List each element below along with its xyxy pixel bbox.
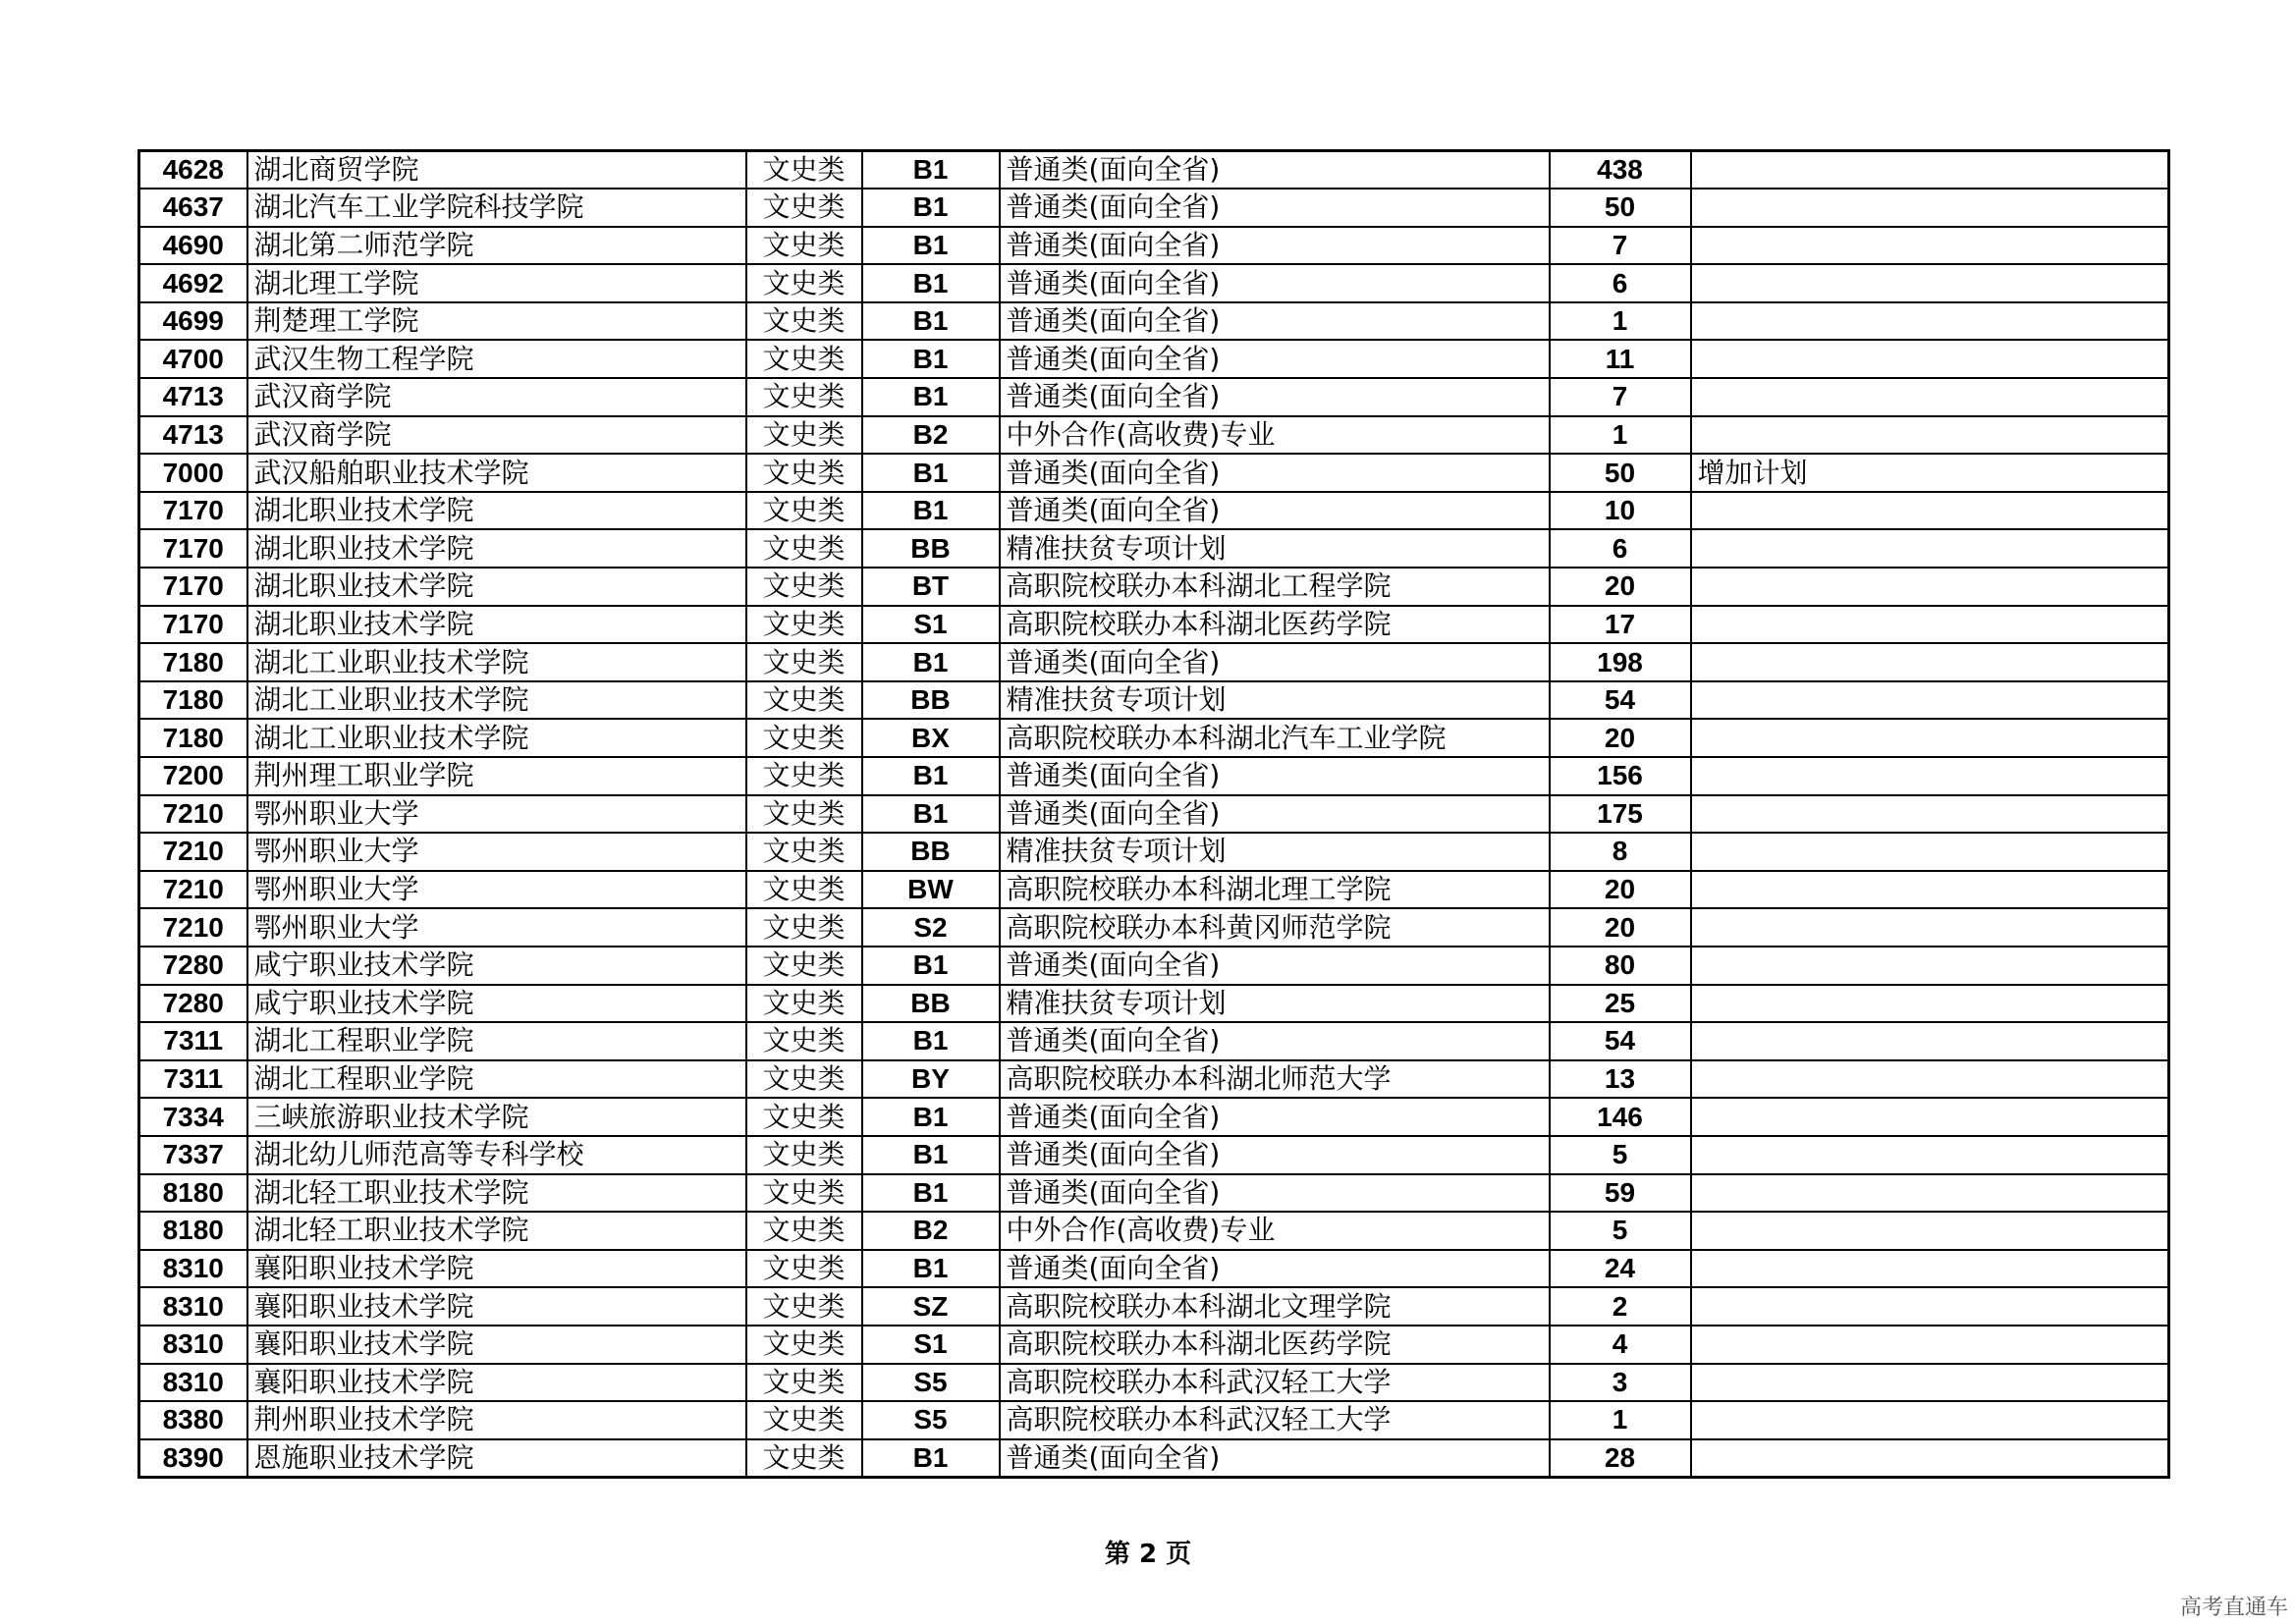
plan-type-cell: 普通类(面向全省) xyxy=(1000,151,1550,189)
batch-code-cell: B1 xyxy=(862,492,1000,530)
note-cell xyxy=(1691,757,2169,795)
school-name-cell: 襄阳职业技术学院 xyxy=(247,1326,746,1364)
school-code-cell: 7180 xyxy=(139,643,247,681)
plan-type-cell: 普通类(面向全省) xyxy=(1000,1022,1550,1060)
school-name-cell: 湖北商贸学院 xyxy=(247,151,746,189)
plan-type-cell: 高职院校联办本科黄冈师范学院 xyxy=(1000,908,1550,947)
plan-type-cell: 普通类(面向全省) xyxy=(1000,757,1550,795)
table-row xyxy=(139,606,2169,644)
plan-count-cell: 54 xyxy=(1550,1022,1691,1060)
batch-code-cell: S5 xyxy=(862,1364,1000,1402)
school-code-cell: 8310 xyxy=(139,1287,247,1326)
batch-code-cell: B1 xyxy=(862,643,1000,681)
batch-code-cell: B1 xyxy=(862,340,1000,378)
plan-count-cell: 6 xyxy=(1550,529,1691,568)
school-code-cell: 7200 xyxy=(139,757,247,795)
school-code-cell: 7210 xyxy=(139,833,247,871)
plan-count-cell: 2 xyxy=(1550,1287,1691,1326)
batch-code-cell: B1 xyxy=(862,757,1000,795)
batch-code-cell: BB xyxy=(862,985,1000,1023)
school-name-cell: 荆楚理工学院 xyxy=(247,302,746,341)
school-name-cell: 湖北工业职业技术学院 xyxy=(247,643,746,681)
subject-cell: 文史类 xyxy=(746,1060,862,1099)
subject-cell: 文史类 xyxy=(746,227,862,265)
table-row xyxy=(139,985,2169,1023)
table-row xyxy=(139,568,2169,606)
note-cell xyxy=(1691,264,2169,302)
watermark-text: 高考直通车 xyxy=(2179,1596,2288,1620)
note-cell xyxy=(1691,985,2169,1023)
plan-type-cell: 普通类(面向全省) xyxy=(1000,643,1550,681)
school-code-cell: 8380 xyxy=(139,1401,247,1439)
note-cell xyxy=(1691,492,2169,530)
subject-cell: 文史类 xyxy=(746,795,862,834)
table-row xyxy=(139,795,2169,834)
plan-type-cell: 普通类(面向全省) xyxy=(1000,492,1550,530)
school-code-cell: 8180 xyxy=(139,1174,247,1213)
subject-cell: 文史类 xyxy=(746,643,862,681)
school-name-cell: 湖北工程职业学院 xyxy=(247,1060,746,1099)
plan-count-cell: 1 xyxy=(1550,1401,1691,1439)
note-cell xyxy=(1691,378,2169,416)
plan-count-cell: 50 xyxy=(1550,454,1691,492)
note-cell xyxy=(1691,795,2169,834)
plan-count-cell: 1 xyxy=(1550,302,1691,341)
note-cell xyxy=(1691,833,2169,871)
note-cell xyxy=(1691,189,2169,227)
plan-table-body xyxy=(139,151,2169,1478)
subject-cell: 文史类 xyxy=(746,1136,862,1174)
note-cell xyxy=(1691,1250,2169,1288)
plan-type-cell: 高职院校联办本科湖北理工学院 xyxy=(1000,871,1550,909)
school-code-cell: 4699 xyxy=(139,302,247,341)
subject-cell: 文史类 xyxy=(746,757,862,795)
note-cell xyxy=(1691,529,2169,568)
plan-count-cell: 6 xyxy=(1550,264,1691,302)
plan-type-cell: 普通类(面向全省) xyxy=(1000,947,1550,985)
school-name-cell: 湖北工业职业技术学院 xyxy=(247,719,746,757)
school-code-cell: 7170 xyxy=(139,606,247,644)
plan-type-cell: 普通类(面向全省) xyxy=(1000,302,1550,341)
plan-type-cell: 高职院校联办本科湖北医药学院 xyxy=(1000,606,1550,644)
school-code-cell: 7210 xyxy=(139,871,247,909)
subject-cell: 文史类 xyxy=(746,378,862,416)
school-name-cell: 武汉生物工程学院 xyxy=(247,340,746,378)
school-name-cell: 武汉商学院 xyxy=(247,416,746,455)
plan-count-cell: 20 xyxy=(1550,871,1691,909)
plan-type-cell: 高职院校联办本科湖北汽车工业学院 xyxy=(1000,719,1550,757)
school-name-cell: 湖北工业职业技术学院 xyxy=(247,681,746,720)
batch-code-cell: B1 xyxy=(862,189,1000,227)
school-name-cell: 武汉船舶职业技术学院 xyxy=(247,454,746,492)
note-cell xyxy=(1691,908,2169,947)
plan-type-cell: 普通类(面向全省) xyxy=(1000,1174,1550,1213)
plan-count-cell: 54 xyxy=(1550,681,1691,720)
table-row xyxy=(139,1174,2169,1213)
table-row xyxy=(139,1060,2169,1099)
plan-type-cell: 普通类(面向全省) xyxy=(1000,264,1550,302)
batch-code-cell: BT xyxy=(862,568,1000,606)
school-name-cell: 襄阳职业技术学院 xyxy=(247,1364,746,1402)
subject-cell: 文史类 xyxy=(746,302,862,341)
batch-code-cell: BB xyxy=(862,833,1000,871)
plan-count-cell: 4 xyxy=(1550,1326,1691,1364)
subject-cell: 文史类 xyxy=(746,416,862,455)
note-cell xyxy=(1691,681,2169,720)
subject-cell: 文史类 xyxy=(746,1174,862,1213)
note-cell xyxy=(1691,1098,2169,1136)
note-cell xyxy=(1691,1401,2169,1439)
school-code-cell: 4628 xyxy=(139,151,247,189)
table-row xyxy=(139,416,2169,455)
subject-cell: 文史类 xyxy=(746,264,862,302)
table-row xyxy=(139,340,2169,378)
note-cell xyxy=(1691,947,2169,985)
subject-cell: 文史类 xyxy=(746,151,862,189)
school-name-cell: 恩施职业技术学院 xyxy=(247,1439,746,1478)
school-name-cell: 咸宁职业技术学院 xyxy=(247,947,746,985)
table-row xyxy=(139,643,2169,681)
note-cell xyxy=(1691,719,2169,757)
plan-count-cell: 11 xyxy=(1550,340,1691,378)
note-cell xyxy=(1691,606,2169,644)
batch-code-cell: B1 xyxy=(862,454,1000,492)
batch-code-cell: S1 xyxy=(862,1326,1000,1364)
plan-count-cell: 8 xyxy=(1550,833,1691,871)
plan-type-cell: 中外合作(高收费)专业 xyxy=(1000,1212,1550,1250)
plan-type-cell: 普通类(面向全省) xyxy=(1000,1250,1550,1288)
school-name-cell: 湖北职业技术学院 xyxy=(247,492,746,530)
note-cell xyxy=(1691,1136,2169,1174)
batch-code-cell: BY xyxy=(862,1060,1000,1099)
plan-count-cell: 17 xyxy=(1550,606,1691,644)
school-code-cell: 7180 xyxy=(139,719,247,757)
school-code-cell: 4700 xyxy=(139,340,247,378)
school-name-cell: 湖北轻工职业技术学院 xyxy=(247,1212,746,1250)
table-row xyxy=(139,1401,2169,1439)
note-cell xyxy=(1691,568,2169,606)
plan-type-cell: 高职院校联办本科湖北文理学院 xyxy=(1000,1287,1550,1326)
plan-count-cell: 7 xyxy=(1550,227,1691,265)
school-name-cell: 荆州职业技术学院 xyxy=(247,1401,746,1439)
school-code-cell: 7280 xyxy=(139,985,247,1023)
school-code-cell: 7210 xyxy=(139,908,247,947)
page-number: 第 2 页 xyxy=(1104,1540,1192,1569)
school-code-cell: 8310 xyxy=(139,1250,247,1288)
batch-code-cell: B1 xyxy=(862,1174,1000,1213)
school-name-cell: 湖北职业技术学院 xyxy=(247,529,746,568)
subject-cell: 文史类 xyxy=(746,568,862,606)
plan-type-cell: 普通类(面向全省) xyxy=(1000,795,1550,834)
subject-cell: 文史类 xyxy=(746,454,862,492)
school-name-cell: 湖北第二师范学院 xyxy=(247,227,746,265)
batch-code-cell: BB xyxy=(862,681,1000,720)
school-name-cell: 襄阳职业技术学院 xyxy=(247,1250,746,1288)
subject-cell: 文史类 xyxy=(746,1250,862,1288)
subject-cell: 文史类 xyxy=(746,1326,862,1364)
school-code-cell: 4713 xyxy=(139,378,247,416)
school-name-cell: 湖北工程职业学院 xyxy=(247,1022,746,1060)
note-cell xyxy=(1691,1439,2169,1478)
plan-type-cell: 精准扶贫专项计划 xyxy=(1000,529,1550,568)
school-name-cell: 湖北轻工职业技术学院 xyxy=(247,1174,746,1213)
school-code-cell: 4637 xyxy=(139,189,247,227)
table-row xyxy=(139,1287,2169,1326)
plan-table xyxy=(137,149,2170,1479)
subject-cell: 文史类 xyxy=(746,529,862,568)
note-cell xyxy=(1691,643,2169,681)
school-name-cell: 荆州理工职业学院 xyxy=(247,757,746,795)
subject-cell: 文史类 xyxy=(746,340,862,378)
batch-code-cell: SZ xyxy=(862,1287,1000,1326)
plan-count-cell: 24 xyxy=(1550,1250,1691,1288)
batch-code-cell: B1 xyxy=(862,264,1000,302)
school-code-cell: 4692 xyxy=(139,264,247,302)
batch-code-cell: B1 xyxy=(862,947,1000,985)
school-code-cell: 7337 xyxy=(139,1136,247,1174)
plan-type-cell: 普通类(面向全省) xyxy=(1000,340,1550,378)
plan-count-cell: 13 xyxy=(1550,1060,1691,1099)
table-row xyxy=(139,189,2169,227)
table-row xyxy=(139,719,2169,757)
school-code-cell: 4713 xyxy=(139,416,247,455)
subject-cell: 文史类 xyxy=(746,1098,862,1136)
note-cell xyxy=(1691,151,2169,189)
school-code-cell: 7170 xyxy=(139,492,247,530)
plan-count-cell: 1 xyxy=(1550,416,1691,455)
subject-cell: 文史类 xyxy=(746,871,862,909)
table-row xyxy=(139,757,2169,795)
plan-type-cell: 普通类(面向全省) xyxy=(1000,1136,1550,1174)
subject-cell: 文史类 xyxy=(746,1022,862,1060)
school-code-cell: 7170 xyxy=(139,529,247,568)
plan-type-cell: 普通类(面向全省) xyxy=(1000,189,1550,227)
table-row xyxy=(139,1250,2169,1288)
table-row xyxy=(139,151,2169,189)
note-cell xyxy=(1691,416,2169,455)
plan-type-cell: 普通类(面向全省) xyxy=(1000,1098,1550,1136)
plan-count-cell: 175 xyxy=(1550,795,1691,834)
note-cell xyxy=(1691,871,2169,909)
subject-cell: 文史类 xyxy=(746,681,862,720)
school-code-cell: 7311 xyxy=(139,1022,247,1060)
table-row xyxy=(139,833,2169,871)
subject-cell: 文史类 xyxy=(746,1401,862,1439)
school-code-cell: 8310 xyxy=(139,1364,247,1402)
batch-code-cell: B1 xyxy=(862,1250,1000,1288)
plan-count-cell: 7 xyxy=(1550,378,1691,416)
plan-type-cell: 普通类(面向全省) xyxy=(1000,227,1550,265)
note-cell xyxy=(1691,1364,2169,1402)
plan-type-cell: 高职院校联办本科湖北工程学院 xyxy=(1000,568,1550,606)
subject-cell: 文史类 xyxy=(746,947,862,985)
school-name-cell: 武汉商学院 xyxy=(247,378,746,416)
school-name-cell: 鄂州职业大学 xyxy=(247,908,746,947)
table-row xyxy=(139,908,2169,947)
school-code-cell: 7210 xyxy=(139,795,247,834)
batch-code-cell: B1 xyxy=(862,1098,1000,1136)
subject-cell: 文史类 xyxy=(746,985,862,1023)
table-row xyxy=(139,871,2169,909)
plan-count-cell: 28 xyxy=(1550,1439,1691,1478)
note-cell xyxy=(1691,1287,2169,1326)
plan-count-cell: 5 xyxy=(1550,1136,1691,1174)
school-code-cell: 7280 xyxy=(139,947,247,985)
table-row xyxy=(139,227,2169,265)
batch-code-cell: S1 xyxy=(862,606,1000,644)
subject-cell: 文史类 xyxy=(746,189,862,227)
batch-code-cell: BX xyxy=(862,719,1000,757)
table-row xyxy=(139,529,2169,568)
school-name-cell: 湖北职业技术学院 xyxy=(247,568,746,606)
table-row xyxy=(139,302,2169,341)
batch-code-cell: BW xyxy=(862,871,1000,909)
school-code-cell: 8180 xyxy=(139,1212,247,1250)
batch-code-cell: S5 xyxy=(862,1401,1000,1439)
note-cell xyxy=(1691,1174,2169,1213)
plan-count-cell: 146 xyxy=(1550,1098,1691,1136)
table-row xyxy=(139,1136,2169,1174)
subject-cell: 文史类 xyxy=(746,833,862,871)
table-row xyxy=(139,681,2169,720)
school-name-cell: 鄂州职业大学 xyxy=(247,871,746,909)
school-code-cell: 8310 xyxy=(139,1326,247,1364)
subject-cell: 文史类 xyxy=(746,492,862,530)
plan-count-cell: 20 xyxy=(1550,568,1691,606)
table-row xyxy=(139,1098,2169,1136)
plan-type-cell: 精准扶贫专项计划 xyxy=(1000,985,1550,1023)
plan-count-cell: 198 xyxy=(1550,643,1691,681)
batch-code-cell: B1 xyxy=(862,795,1000,834)
plan-type-cell: 精准扶贫专项计划 xyxy=(1000,681,1550,720)
plan-count-cell: 5 xyxy=(1550,1212,1691,1250)
table-row xyxy=(139,1439,2169,1478)
note-cell xyxy=(1691,1326,2169,1364)
subject-cell: 文史类 xyxy=(746,1439,862,1478)
plan-count-cell: 20 xyxy=(1550,719,1691,757)
school-code-cell: 7000 xyxy=(139,454,247,492)
school-code-cell: 8390 xyxy=(139,1439,247,1478)
school-name-cell: 三峡旅游职业技术学院 xyxy=(247,1098,746,1136)
batch-code-cell: B1 xyxy=(862,302,1000,341)
batch-code-cell: B1 xyxy=(862,1439,1000,1478)
table-row xyxy=(139,1022,2169,1060)
subject-cell: 文史类 xyxy=(746,606,862,644)
table-row xyxy=(139,492,2169,530)
plan-count-cell: 10 xyxy=(1550,492,1691,530)
plan-count-cell: 438 xyxy=(1550,151,1691,189)
subject-cell: 文史类 xyxy=(746,1287,862,1326)
plan-count-cell: 25 xyxy=(1550,985,1691,1023)
subject-cell: 文史类 xyxy=(746,719,862,757)
plan-count-cell: 156 xyxy=(1550,757,1691,795)
batch-code-cell: S2 xyxy=(862,908,1000,947)
batch-code-cell: BB xyxy=(862,529,1000,568)
batch-code-cell: B1 xyxy=(862,1136,1000,1174)
plan-type-cell: 中外合作(高收费)专业 xyxy=(1000,416,1550,455)
school-code-cell: 7334 xyxy=(139,1098,247,1136)
plan-type-cell: 高职院校联办本科湖北医药学院 xyxy=(1000,1326,1550,1364)
batch-code-cell: B2 xyxy=(862,416,1000,455)
table-row xyxy=(139,454,2169,492)
plan-count-cell: 59 xyxy=(1550,1174,1691,1213)
table-row xyxy=(139,947,2169,985)
plan-type-cell: 高职院校联办本科湖北师范大学 xyxy=(1000,1060,1550,1099)
school-name-cell: 咸宁职业技术学院 xyxy=(247,985,746,1023)
table-row xyxy=(139,1212,2169,1250)
school-name-cell: 湖北职业技术学院 xyxy=(247,606,746,644)
school-code-cell: 4690 xyxy=(139,227,247,265)
plan-count-cell: 50 xyxy=(1550,189,1691,227)
school-code-cell: 7180 xyxy=(139,681,247,720)
school-name-cell: 湖北幼儿师范高等专科学校 xyxy=(247,1136,746,1174)
school-name-cell: 鄂州职业大学 xyxy=(247,795,746,834)
plan-type-cell: 高职院校联办本科武汉轻工大学 xyxy=(1000,1401,1550,1439)
plan-type-cell: 精准扶贫专项计划 xyxy=(1000,833,1550,871)
table-row xyxy=(139,378,2169,416)
plan-type-cell: 高职院校联办本科武汉轻工大学 xyxy=(1000,1364,1550,1402)
batch-code-cell: B1 xyxy=(862,151,1000,189)
batch-code-cell: B1 xyxy=(862,1022,1000,1060)
note-cell: 增加计划 xyxy=(1691,454,2169,492)
subject-cell: 文史类 xyxy=(746,1364,862,1402)
plan-type-cell: 普通类(面向全省) xyxy=(1000,1439,1550,1478)
school-name-cell: 湖北汽车工业学院科技学院 xyxy=(247,189,746,227)
school-name-cell: 湖北理工学院 xyxy=(247,264,746,302)
note-cell xyxy=(1691,340,2169,378)
table-row xyxy=(139,264,2169,302)
school-name-cell: 襄阳职业技术学院 xyxy=(247,1287,746,1326)
batch-code-cell: B2 xyxy=(862,1212,1000,1250)
school-code-cell: 7170 xyxy=(139,568,247,606)
note-cell xyxy=(1691,227,2169,265)
subject-cell: 文史类 xyxy=(746,1212,862,1250)
plan-count-cell: 20 xyxy=(1550,908,1691,947)
plan-count-cell: 80 xyxy=(1550,947,1691,985)
note-cell xyxy=(1691,302,2169,341)
subject-cell: 文史类 xyxy=(746,908,862,947)
note-cell xyxy=(1691,1060,2169,1099)
batch-code-cell: B1 xyxy=(862,227,1000,265)
table-row xyxy=(139,1364,2169,1402)
plan-count-cell: 3 xyxy=(1550,1364,1691,1402)
school-name-cell: 鄂州职业大学 xyxy=(247,833,746,871)
note-cell xyxy=(1691,1022,2169,1060)
table-row xyxy=(139,1326,2169,1364)
plan-type-cell: 普通类(面向全省) xyxy=(1000,378,1550,416)
school-code-cell: 7311 xyxy=(139,1060,247,1099)
note-cell xyxy=(1691,1212,2169,1250)
plan-type-cell: 普通类(面向全省) xyxy=(1000,454,1550,492)
batch-code-cell: B1 xyxy=(862,378,1000,416)
